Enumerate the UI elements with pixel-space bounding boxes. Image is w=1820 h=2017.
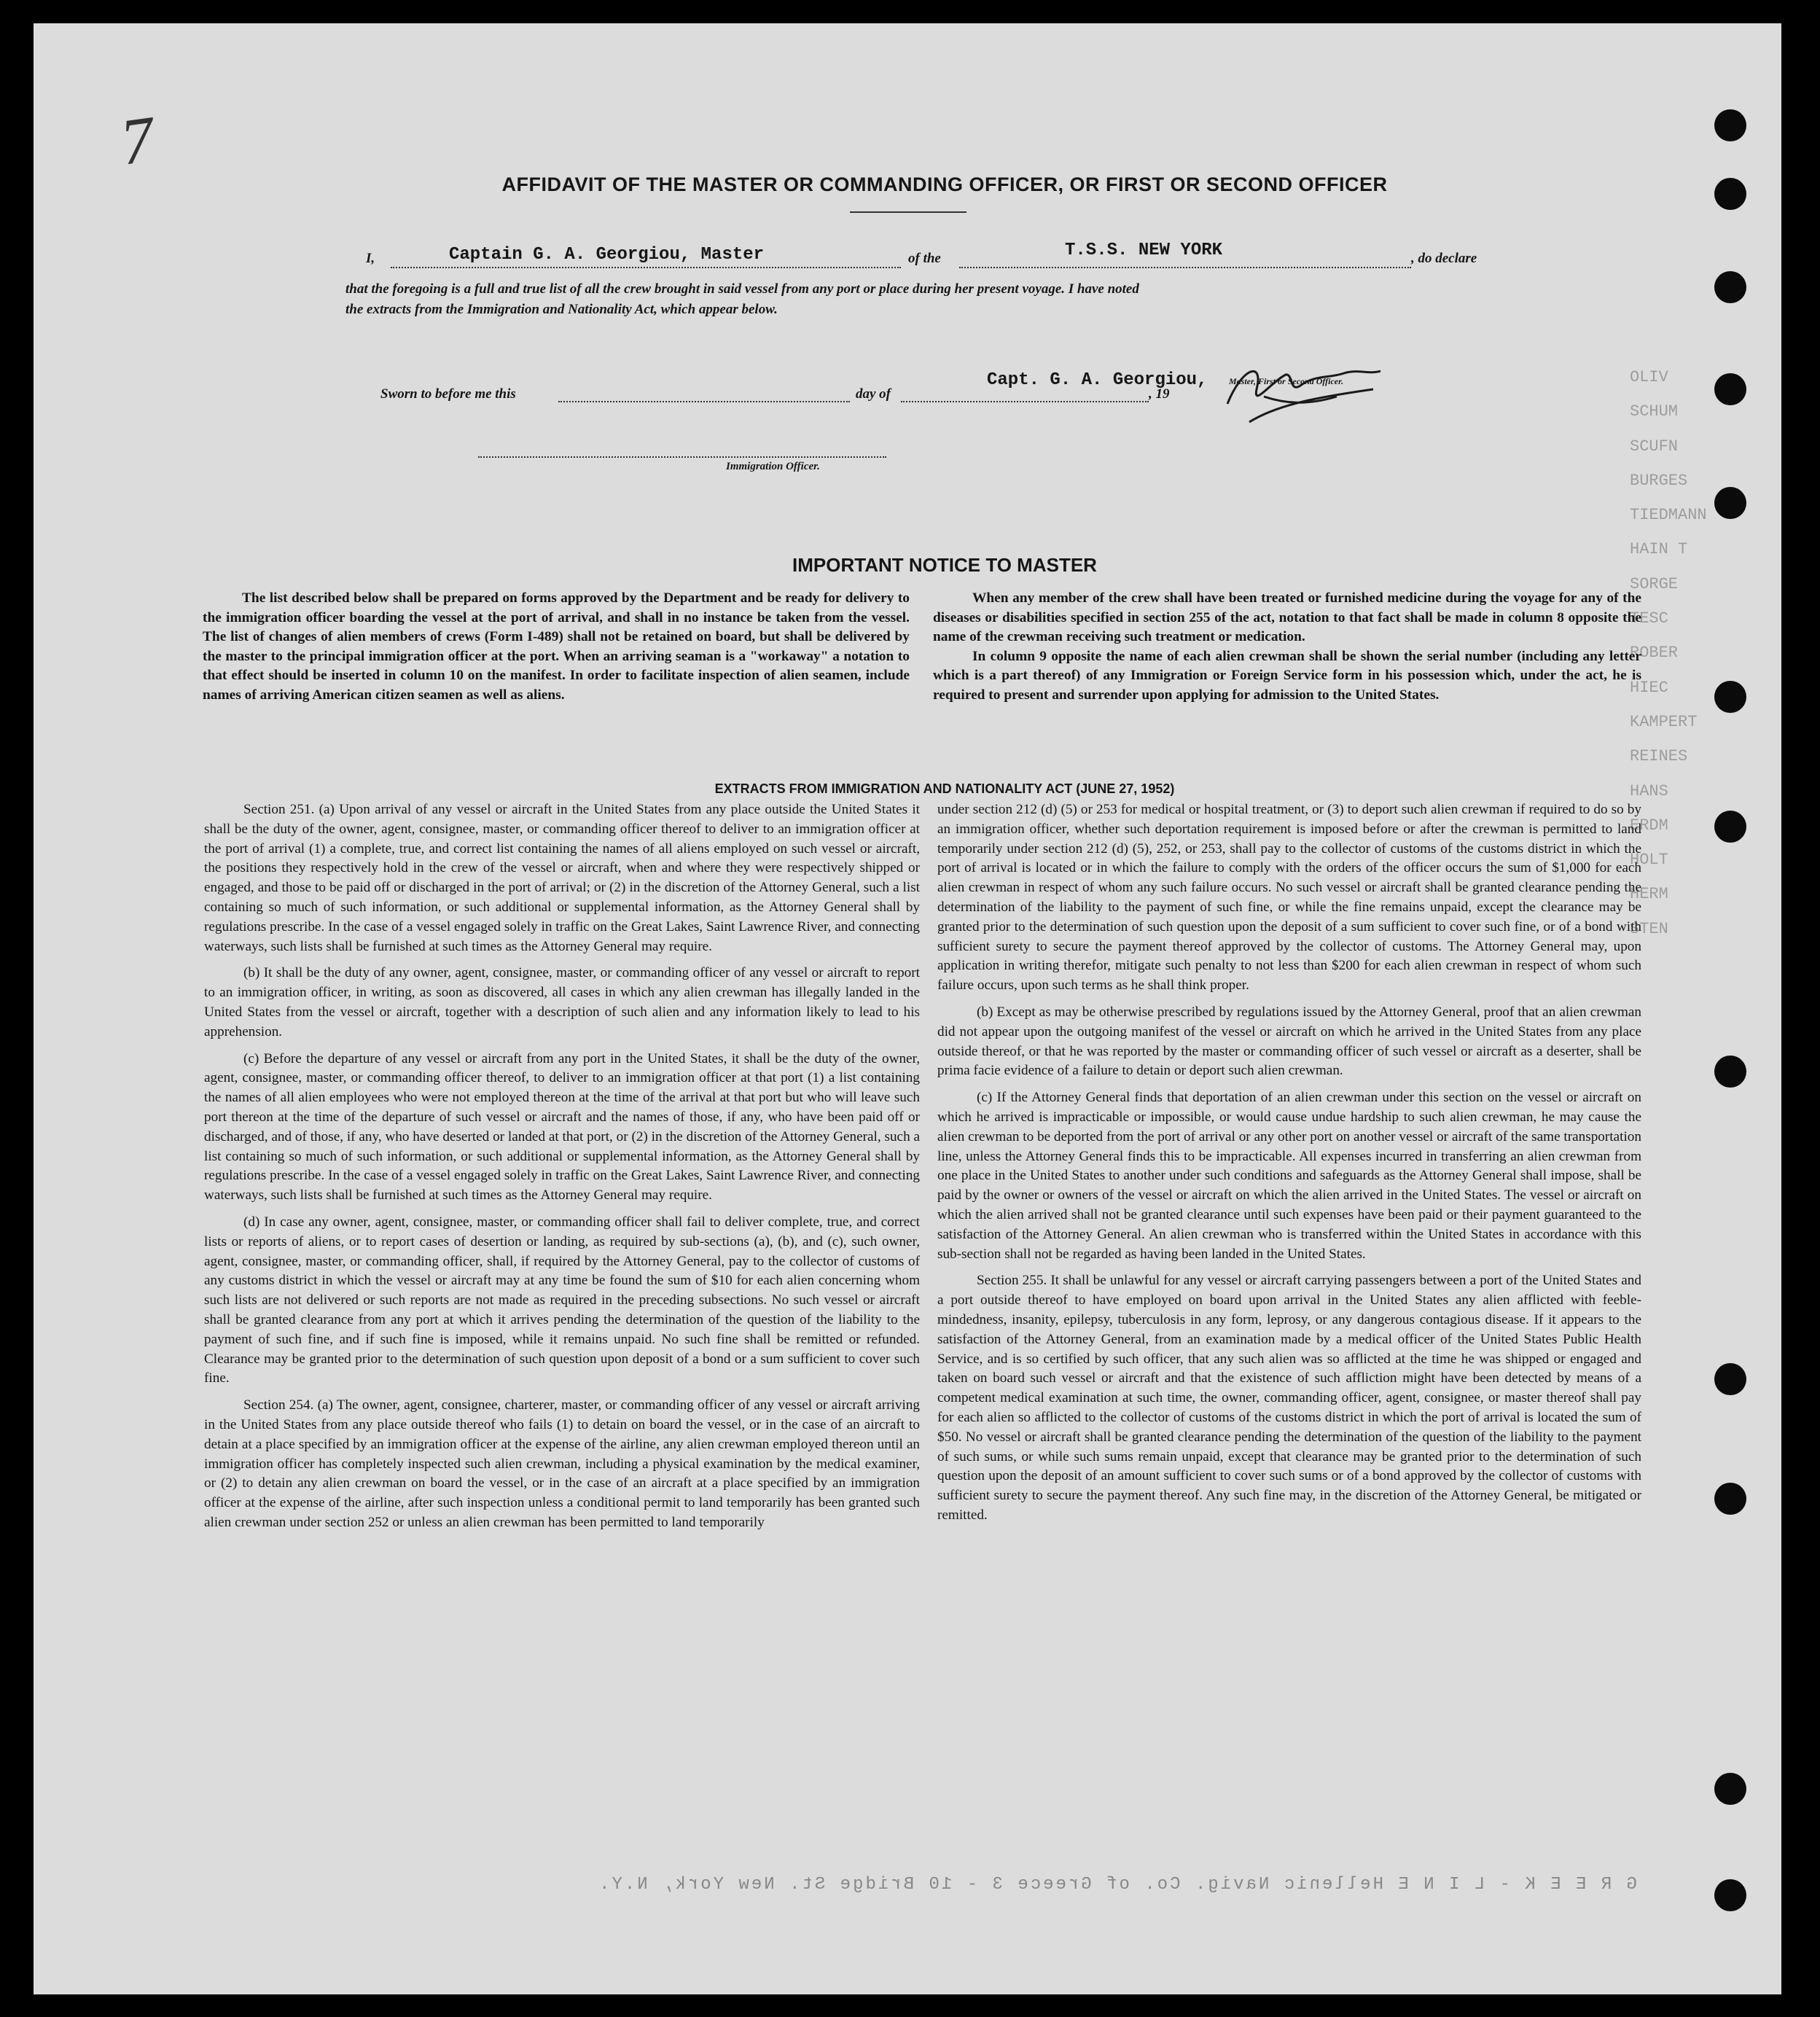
notice-right-paragraph-1: When any member of the crew shall have been treated or furnished medicine during the voyage for any of the diseases or disabilities specified in section 255 of the act, notation to that fact shall be made in column 8 opposite the name of the crewman receiving such treatment or medication. [933, 590, 1641, 645]
ghost-name: HAIN T [1630, 540, 1688, 559]
notice-left-paragraph: The list described below shall be prepared on forms approved by the Department and be ready for delivery to the immigration officer boarding the vessel at the port of arrival, and shall in no instance be taken from the vessel. The list of changes of alien members of crews (Form I-489) shall not be retained on board, but shall be delivered by the master to the principal immigration officer at the port. When an arriving seaman is a "workaway" a notation to that effect should be inserted in column 10 on the manifest. In order to facilitate inspection of alien seamen, include names of arriving American citizen seamen as well as aliens. [203, 590, 910, 703]
sworn-label: Sworn to before me this [380, 386, 516, 402]
section-254-a-continued: under section 212 (d) (5) or 253 for medical or hospital treatment, or (3) to deport such alien crewman if required to do so by an immigration officer, whether such deportation requirement is imposed before or after the crewman is permitted to land temporarily under section 212 (d) (5), 252, or 253, shall pay to the collector of customs of the customs district in which the port of arrival is located or in which the failure to comply with the orders of the officer occurs the sum of $1,000 for each alien crewman in respect of whom any such failure occurs. No such vessel or aircraft shall be granted clearance pending the determination of the liability to the payment of such fine, or while the fine remains unpaid, except the clearance may be granted prior to the determination of such question upon the deposit of a sum sufficient to cover such fine, or of a bond with sufficient surety to secure the payment thereof approved by the collector of customs. The Attorney General may, upon application in writing therefor, mitigate such penalty to not less than $200 for each alien crewman in respect of whom such failure occurs, upon such terms as he shall think proper. [937, 802, 1641, 994]
notice-right-column [933, 589, 1641, 706]
title-divider [850, 211, 966, 213]
vessel-name: T.S.S. NEW YORK [1065, 241, 1223, 260]
notice-title: IMPORTANT NOTICE TO MASTER [792, 554, 1097, 576]
signature-typed: Capt. G. A. Georgiou, [987, 370, 1208, 390]
binder-hole [1714, 271, 1746, 303]
section-255: Section 255. It shall be unlawful for any vessel or aircraft carrying passengers between a port of the United States and a port outside thereof to have employed on board upon arrival in the United States any alien afflicted with feeble-mindedness, insanity, epilepsy, tuberculosis in any form, leprosy, or any dangerous contagious disease. If it appears to the satisfaction of the Attorney General, from an examination made by a medical officer of the United States Public Health Service, and is so certified by such officer, that any such alien was so afflicted at the time he was shipped or engaged and taken on board such vessel or aircraft and that the existence of such affliction might have been detected by means of a competent medical examination at such time, the owner, commanding officer, agent, consignee, or master thereof shall pay for each alien so afflicted to the collector of customs of the customs district in which the port of arrival is located the sum of $50. No vessel or aircraft shall be granted clearance pending the determination of the question of the liability to the payment of such sums, or while such sums remain unpaid, except that clearance may be granted prior to the determination of such question upon the deposit of an amount sufficient to cover such sums or of a bond approved by the collector of customs with sufficient surety to secure the payment thereof. Any such fine may, in the discretion of the Attorney General, be mitigated or remitted. [937, 1273, 1641, 1523]
year-label: , 19 [1149, 386, 1170, 402]
signature-role: Master, First or Second Officer. [1229, 376, 1344, 386]
extracts-left-column [204, 800, 920, 1540]
of-the-label: of the [908, 251, 941, 266]
ghost-name: ROBER [1630, 644, 1679, 663]
ghost-name: STEN [1630, 919, 1668, 938]
ghost-name: HIEC [1630, 678, 1668, 697]
ghost-name: SCUFN [1630, 437, 1679, 456]
binder-hole [1714, 1056, 1746, 1088]
ghost-name: HERM [1630, 885, 1668, 904]
notice-right-paragraph-2: In column 9 opposite the name of each alien crewman shall be shown the serial number (including any letter which is a part thereof) of any Immigration or Foreign Service form in his possession which, under the act, he is required to present and surrender upon applying for admission to the United States. [933, 648, 1641, 703]
ghost-name: HOLT [1630, 851, 1668, 870]
bleed-through-footer: G R E E K - L I N E Hellenic Navig. Co. of Greece 3 - 10 Bridge St. New York, N.Y. [597, 1875, 1637, 1895]
affidavit-title: AFFIDAVIT OF THE MASTER OR COMMANDING OFFICER, OR FIRST OR SECOND OFFICER [501, 173, 1388, 195]
binder-hole [1714, 1879, 1746, 1911]
document-page [34, 23, 1781, 1994]
ghost-name: SORGE [1630, 574, 1679, 593]
sworn-date-line [558, 383, 850, 402]
page-number: 7 [116, 103, 159, 179]
ghost-name: REINES [1630, 747, 1688, 766]
binder-hole [1714, 373, 1746, 405]
ghost-name: TIEDMANN [1630, 506, 1707, 525]
ghost-name: HANS [1630, 781, 1668, 800]
section-251-c: (c) Before the departure of any vessel or aircraft from any port in the United States, it shall be the duty of the owner, agent, consignee, master, or commanding officer thereof, to deliver to an immigration officer at that port (1) a list containing the names of all alien employees who were not employed thereon at the time of the arrival at that port but who will leave such port thereon at the time of the departure of such vessel or aircraft and the names of those, if any, who have been paid off or discharged, and of those, if any, who have deserted or landed at that port, or (2) in the discretion of the Attorney General, such a list containing so much of such information, or such additional or supplemental information, as the Attorney General shall by regulations prescribe. In the case of a vessel engaged solely in traffic on the Great Lakes, Saint Lawrence River, and connecting waterways, such lists shall be furnished at such times as the Attorney General may require. [204, 1050, 920, 1203]
bleed-through-names [1630, 360, 1739, 946]
affidavit-line-2: that the foregoing is a full and true list of all the crew brought in said vessel from any port or place during her present voyage. I have noted [345, 281, 1139, 297]
binder-hole [1714, 811, 1746, 843]
section-254-a: Section 254. (a) The owner, agent, consignee, charterer, master, or commanding officer of any vessel or aircraft arriving in the United States from any place outside thereof who fails (1) to detain on board the vessel, or in the case of an aircraft to detain at a place specified by an immigration officer at the expense of the airline, any alien crewman employed thereon until an immigration officer has completely inspected such alien crewman, including a physical examination by the medical examiner, or (2) to detain any alien crewman on board the vessel, or in the case of an aircraft at a place specified by an immigration officer at the expense of the airline, after such inspection unless a conditional permit to land temporarily has been granted such alien crewman under section 252 or unless an alien crewman has been permitted to land temporarily [204, 1397, 920, 1530]
ghost-name: OLIV [1630, 368, 1668, 386]
i-label: I, [366, 251, 375, 266]
binder-hole [1714, 1773, 1746, 1805]
immigration-officer-line [478, 439, 886, 458]
section-254-b: (b) Except as may be otherwise prescribed by regulations issued by the Attorney General, proof that an alien crewman did not appear upon the outgoing manifest of the vessel or aircraft on which he arrived in the United States from any place outside thereof, or that he was reported by the master or commanding officer of such vessel or aircraft as a deserter, shall be prima facie evidence of a failure to detain or deport such alien crewman. [937, 1004, 1641, 1079]
handwritten-signature [1220, 353, 1388, 426]
section-254-c: (c) If the Attorney General finds that deportation of an alien crewman under this section on the vessel or aircraft on which he arrived is impracticable or impossible, or would cause undue hardship to such alien crewman, he may cause the alien crewman to be deported from the port of arrival or any other port on another vessel or aircraft of the same transportation line, unless the Attorney General finds this to be impracticable. All expenses incurred in transferring an alien crewman from one place in the United States to another under such conditions and safeguards as the Attorney General shall impose, shall be paid by the owner or owners of the vessel or aircraft on which the alien arrived in the United States. The vessel or aircraft on which the alien arrived shall not be granted clearance until such expenses have been paid or their payment guaranteed to the satisfaction of the Attorney General. An alien crewman who is transferred within the United States in accordance with this sub-section shall not be regarded as having been landed in the United States. [937, 1090, 1641, 1262]
section-251-a: Section 251. (a) Upon arrival of any vessel or aircraft in the United States from any place outside the United States it shall be the duty of the owner, agent, consignee, master, or commanding officer thereof to deliver to an immigration officer at the port of arrival (1) a complete, true, and correct list containing the names of all aliens employed on such vessel or aircraft, the positions they respectively hold in the crew of the vessel or aircraft, when and where they were respectively shipped or engaged, and those to be paid off or discharged in the port of arrival; or (2) in the discretion of the Attorney General, such a list containing so much of such information, or such additional or supplemental information, as the Attorney General shall by regulations prescribe. In the case of a vessel engaged solely in traffic on the Great Lakes, Saint Lawrence River, and connecting waterways, such lists shall be furnished at such times as the Attorney General may require. [204, 802, 920, 954]
master-name: Captain G. A. Georgiou, Master [449, 245, 765, 265]
affidavit-line-3: the extracts from the Immigration and Nationality Act, which appear below. [345, 302, 778, 317]
binder-hole [1714, 487, 1746, 519]
immigration-officer-label: Immigration Officer. [726, 461, 820, 472]
day-of-label: day of [856, 386, 891, 402]
do-declare-label: , do declare [1411, 251, 1477, 266]
ghost-name: KAMPERT [1630, 712, 1698, 731]
ghost-name: TESC [1630, 609, 1668, 628]
binder-hole [1714, 1363, 1746, 1395]
ghost-name: BURGES [1630, 471, 1688, 490]
binder-hole [1714, 109, 1746, 141]
extracts-title: EXTRACTS FROM IMMIGRATION AND NATIONALITY ACT (JUNE 27, 1952) [714, 781, 1175, 796]
section-251-d: (d) In case any owner, agent, consignee, master, or commanding officer shall fail to deliver complete, true, and correct lists or reports of aliens, or to report cases of desertion or landing, as required by sub-sections (a), (b), and (c), such owner, agent, consignee, master, or commanding officer, shall, if required by the Attorney General, pay to the collector of customs of any customs district in which the vessel or aircraft may at any time be found the sum of $10 for each alien concerning whom such lists are not delivered or such reports are not made as required in the preceding subsections. No such vessel or aircraft shall be granted clearance from any port at which it arrives pending the determination of the question of the liability to the payment of such fine, and if such fine is imposed, while it remains unpaid. No such fine shall be remitted or refunded. Clearance may be granted prior to the determination of such question upon deposit of a bond or a sum sufficient to cover such fine. [204, 1214, 920, 1386]
ghost-name: SCHUM [1630, 402, 1679, 421]
binder-hole [1714, 178, 1746, 210]
extracts-right-column [937, 800, 1641, 1533]
notice-left-column [203, 589, 910, 706]
ghost-name: ERDM [1630, 816, 1668, 835]
section-251-b: (b) It shall be the duty of any owner, agent, consignee, master, or commanding officer of any vessel or aircraft to report to an immigration officer, in writing, as soon as discovered, all cases in which any alien crewman has illegally landed in the United States from the vessel or aircraft, together with a description of such alien and any information likely to lead to his apprehension. [204, 965, 920, 1039]
binder-hole [1714, 1483, 1746, 1515]
binder-hole [1714, 681, 1746, 713]
